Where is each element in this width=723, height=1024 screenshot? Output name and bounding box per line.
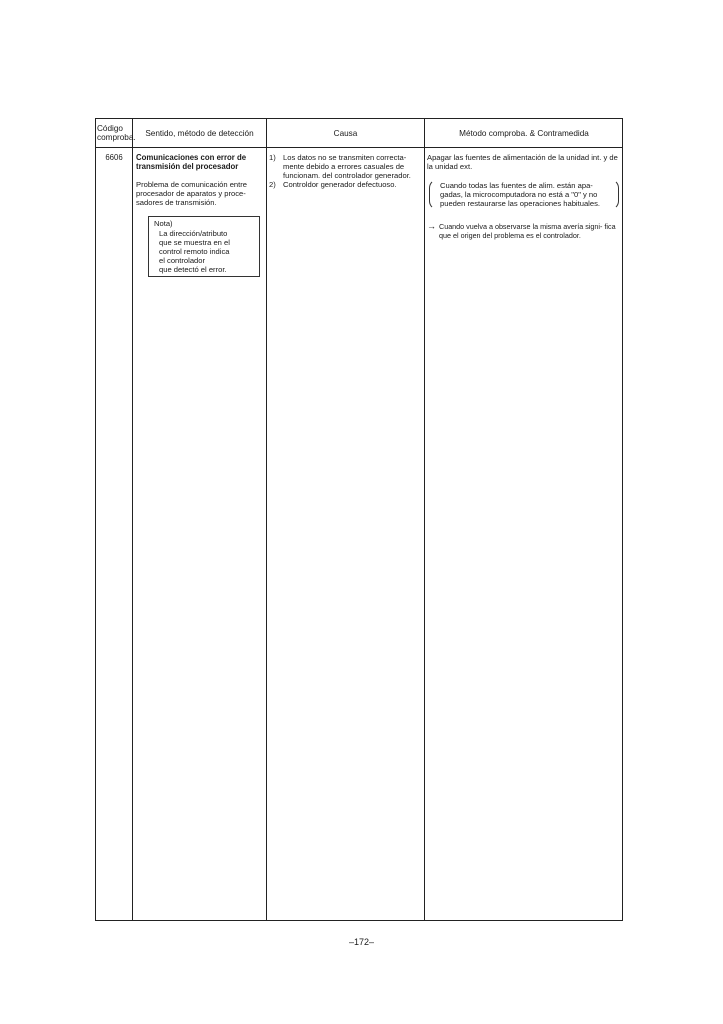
sentido-cell [136, 153, 266, 277]
table-frame [95, 118, 623, 921]
countermeasure-main: Apagar las fuentes de alimentación de la unidad int. y de la unidad ext. [427, 153, 618, 172]
note-box [148, 216, 260, 277]
note-line: La dirección/atributo [159, 228, 228, 238]
metodo-cell [427, 153, 621, 240]
cause-text: Los datos no se transmiten correcta- mente debido a errores casuales de funcionam. del controlador generador. [283, 153, 411, 181]
column-divider [266, 119, 267, 920]
header-code: Código comproba. [97, 124, 136, 142]
note-line: que detectó el error. [159, 264, 227, 274]
note-label: Nota) [154, 219, 173, 229]
cause-text: Controldor generador defectuoso. [283, 180, 397, 190]
note-line: que se muestra en el [159, 237, 230, 247]
cause-item [269, 153, 425, 180]
countermeasure-bracket: Cuando todas las fuentes de alim. están apa- gadas, la microcomputadora no está a "0" y no pueden restaurarse las operaciones habituales. [429, 179, 619, 210]
header-metodo: Método comproba. & Contramedida [459, 128, 589, 138]
right-arrow-icon: → [427, 221, 436, 232]
column-divider [132, 119, 133, 920]
cause-number: 2) [269, 180, 276, 190]
header-sentido: Sentido, método de detección [145, 128, 254, 138]
causa-cell [269, 153, 425, 189]
check-code: 6606 [105, 153, 123, 162]
countermeasure-arrow-text: Cuando vuelva a observarse la misma avería signi- fica que el origen del problema es el controlador. [439, 222, 616, 241]
note-line: control remoto indica [159, 246, 230, 256]
note-line: el controlador [159, 255, 206, 265]
cause-number: 1) [269, 153, 276, 162]
countermeasure-arrow-row [427, 222, 621, 240]
error-description: Problema de comunicación entre procesador de aparatos y proce- sadores de transmisión. [136, 180, 248, 208]
error-title: Comunicaciones con error de transmisión del procesador [136, 153, 247, 172]
column-divider [424, 119, 425, 920]
header-divider [96, 147, 622, 148]
header-causa: Causa [333, 128, 358, 138]
cause-item [269, 180, 425, 189]
page-number: –172– [348, 937, 375, 947]
